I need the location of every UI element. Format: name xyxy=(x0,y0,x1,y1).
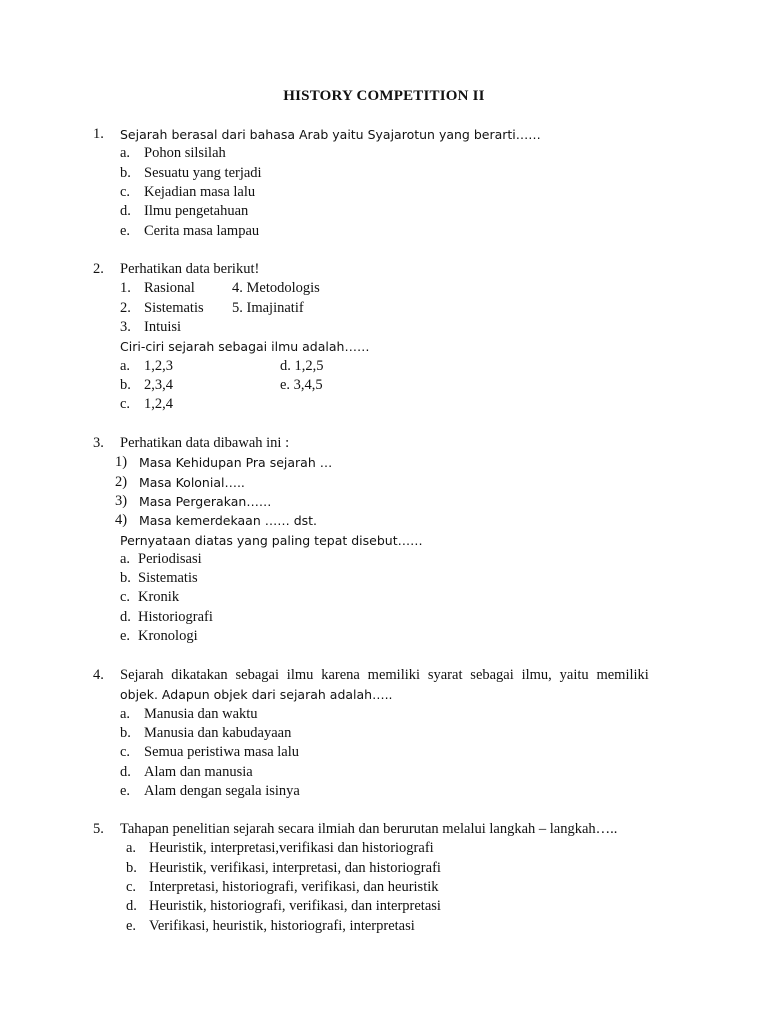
option-c[interactable] xyxy=(0,878,768,897)
option-text: Alam dan manusia xyxy=(144,763,253,780)
option-label: a. xyxy=(120,550,131,567)
option-d[interactable] xyxy=(0,202,768,221)
option-label: d. xyxy=(120,608,131,625)
option-label: e. xyxy=(120,628,131,644)
option-text: Heuristik, verifikasi, interpretasi, dan historiografi xyxy=(149,859,441,876)
option-d-text[interactable]: d. 1,2,5 xyxy=(280,357,324,374)
option-label: b. xyxy=(120,724,131,741)
option-label: b. xyxy=(120,570,131,587)
option-text: Historiografi xyxy=(138,608,213,625)
question-prompt: Pernyataan diatas yang paling tepat disebut…… xyxy=(120,532,423,548)
question-text: Tahapan penelitian sejarah secara ilmiah dan berurutan melalui langkah – langkah….. xyxy=(120,821,618,837)
question-text-line-2: objek. Adapun objek dari sejarah adalah….. xyxy=(120,687,393,703)
option-text: Pohon silsilah xyxy=(144,145,226,162)
question-number: 2. xyxy=(93,261,104,277)
question-text-line-1: Sejarah dikatakan sebagai ilmu karena memiliki syarat sebagai ilmu, yaitu memiliki xyxy=(120,667,649,683)
question-number: 1. xyxy=(93,126,104,142)
option-text: Kronologi xyxy=(138,628,198,644)
option-e[interactable] xyxy=(0,782,768,801)
option-d[interactable] xyxy=(0,763,768,782)
option-text: Sistematis xyxy=(138,570,198,587)
option-label: c. xyxy=(120,744,131,761)
question-number: 5. xyxy=(93,821,104,837)
option-text: Cerita masa lampau xyxy=(144,222,260,239)
option-row xyxy=(0,376,768,395)
option-text: Verifikasi, heuristik, historiografi, interpretasi xyxy=(149,917,415,934)
option-e[interactable] xyxy=(0,917,768,936)
question-prompt: Ciri-ciri sejarah sebagai ilmu adalah…… xyxy=(120,339,370,355)
option-text: Kejadian masa lalu xyxy=(144,183,256,200)
data-item: 1) Masa Kehidupan Pra sejarah … xyxy=(115,454,333,471)
question-text: Perhatikan data berikut! xyxy=(120,261,260,277)
option-c[interactable] xyxy=(0,743,768,762)
option-e[interactable] xyxy=(0,222,768,241)
data-item: 2. Sistematis 5. Imajinatif xyxy=(120,299,304,316)
data-item: 1. Rasional 4. Metodologis xyxy=(120,280,320,297)
option-label: e. xyxy=(120,782,131,799)
option-a-label[interactable]: a. xyxy=(120,357,131,374)
option-row xyxy=(0,395,768,414)
option-d[interactable] xyxy=(0,897,768,916)
option-b[interactable] xyxy=(0,569,768,588)
option-c-label[interactable]: c. xyxy=(120,396,131,413)
option-label: e. xyxy=(120,222,131,239)
question-text: Sejarah berasal dari bahasa Arab yaitu Syajarotun yang berarti…… xyxy=(120,127,541,142)
option-text: Periodisasi xyxy=(138,550,202,567)
option-label: d. xyxy=(120,763,131,780)
option-b-label[interactable]: b. xyxy=(120,376,131,393)
question-number: 3. xyxy=(93,435,104,451)
option-c-text[interactable]: 1,2,4 xyxy=(144,396,173,413)
option-a[interactable] xyxy=(0,705,768,724)
option-b[interactable] xyxy=(0,724,768,743)
option-label: b. xyxy=(120,164,131,181)
option-text: Heuristik, interpretasi,verifikasi dan historiografi xyxy=(149,840,434,857)
option-label: d. xyxy=(126,898,137,915)
data-item: 2) Masa Kolonial….. xyxy=(115,473,245,490)
option-label: a. xyxy=(120,705,131,722)
page-title: HISTORY COMPETITION II xyxy=(283,88,485,104)
option-b[interactable] xyxy=(0,859,768,878)
option-label: c. xyxy=(120,183,131,200)
option-label: c. xyxy=(120,589,131,606)
option-a[interactable] xyxy=(0,144,768,163)
option-label: a. xyxy=(120,145,131,162)
data-item: 3. Intuisi xyxy=(120,318,182,335)
option-a[interactable] xyxy=(0,550,768,569)
option-text: Sesuatu yang terjadi xyxy=(144,164,262,181)
option-text: Interpretasi, historiografi, verifikasi, dan heuristik xyxy=(149,878,439,895)
option-label: d. xyxy=(120,203,131,220)
option-text: Kronik xyxy=(138,589,180,606)
option-text: Heuristik, historiografi, verifikasi, dan interpretasi xyxy=(149,898,441,915)
option-c[interactable] xyxy=(0,588,768,607)
option-text: Ilmu pengetahuan xyxy=(144,203,249,220)
question-text: Perhatikan data dibawah ini : xyxy=(120,435,290,451)
option-text: Alam dengan segala isinya xyxy=(144,782,300,799)
option-label: b. xyxy=(126,859,137,876)
option-text: Semua peristiwa masa lalu xyxy=(144,744,300,761)
option-a[interactable] xyxy=(0,839,768,858)
option-d[interactable] xyxy=(0,608,768,627)
option-label: c. xyxy=(126,878,137,895)
question-number: 4. xyxy=(93,667,104,683)
option-text: Manusia dan kabudayaan xyxy=(144,724,292,741)
option-label: e. xyxy=(126,917,137,934)
option-a-text[interactable]: 1,2,3 xyxy=(144,357,173,374)
data-item: 4) Masa kemerdekaan …… dst. xyxy=(115,512,318,529)
option-b[interactable] xyxy=(0,164,768,183)
data-item: 3) Masa Pergerakan…… xyxy=(115,492,272,509)
option-row xyxy=(0,357,768,376)
option-e[interactable] xyxy=(0,627,768,646)
option-text: Manusia dan waktu xyxy=(144,705,258,722)
option-label: a. xyxy=(126,840,137,857)
option-c[interactable] xyxy=(0,183,768,202)
option-b-text[interactable]: 2,3,4 xyxy=(144,376,173,393)
option-e-text[interactable]: e. 3,4,5 xyxy=(280,376,323,393)
